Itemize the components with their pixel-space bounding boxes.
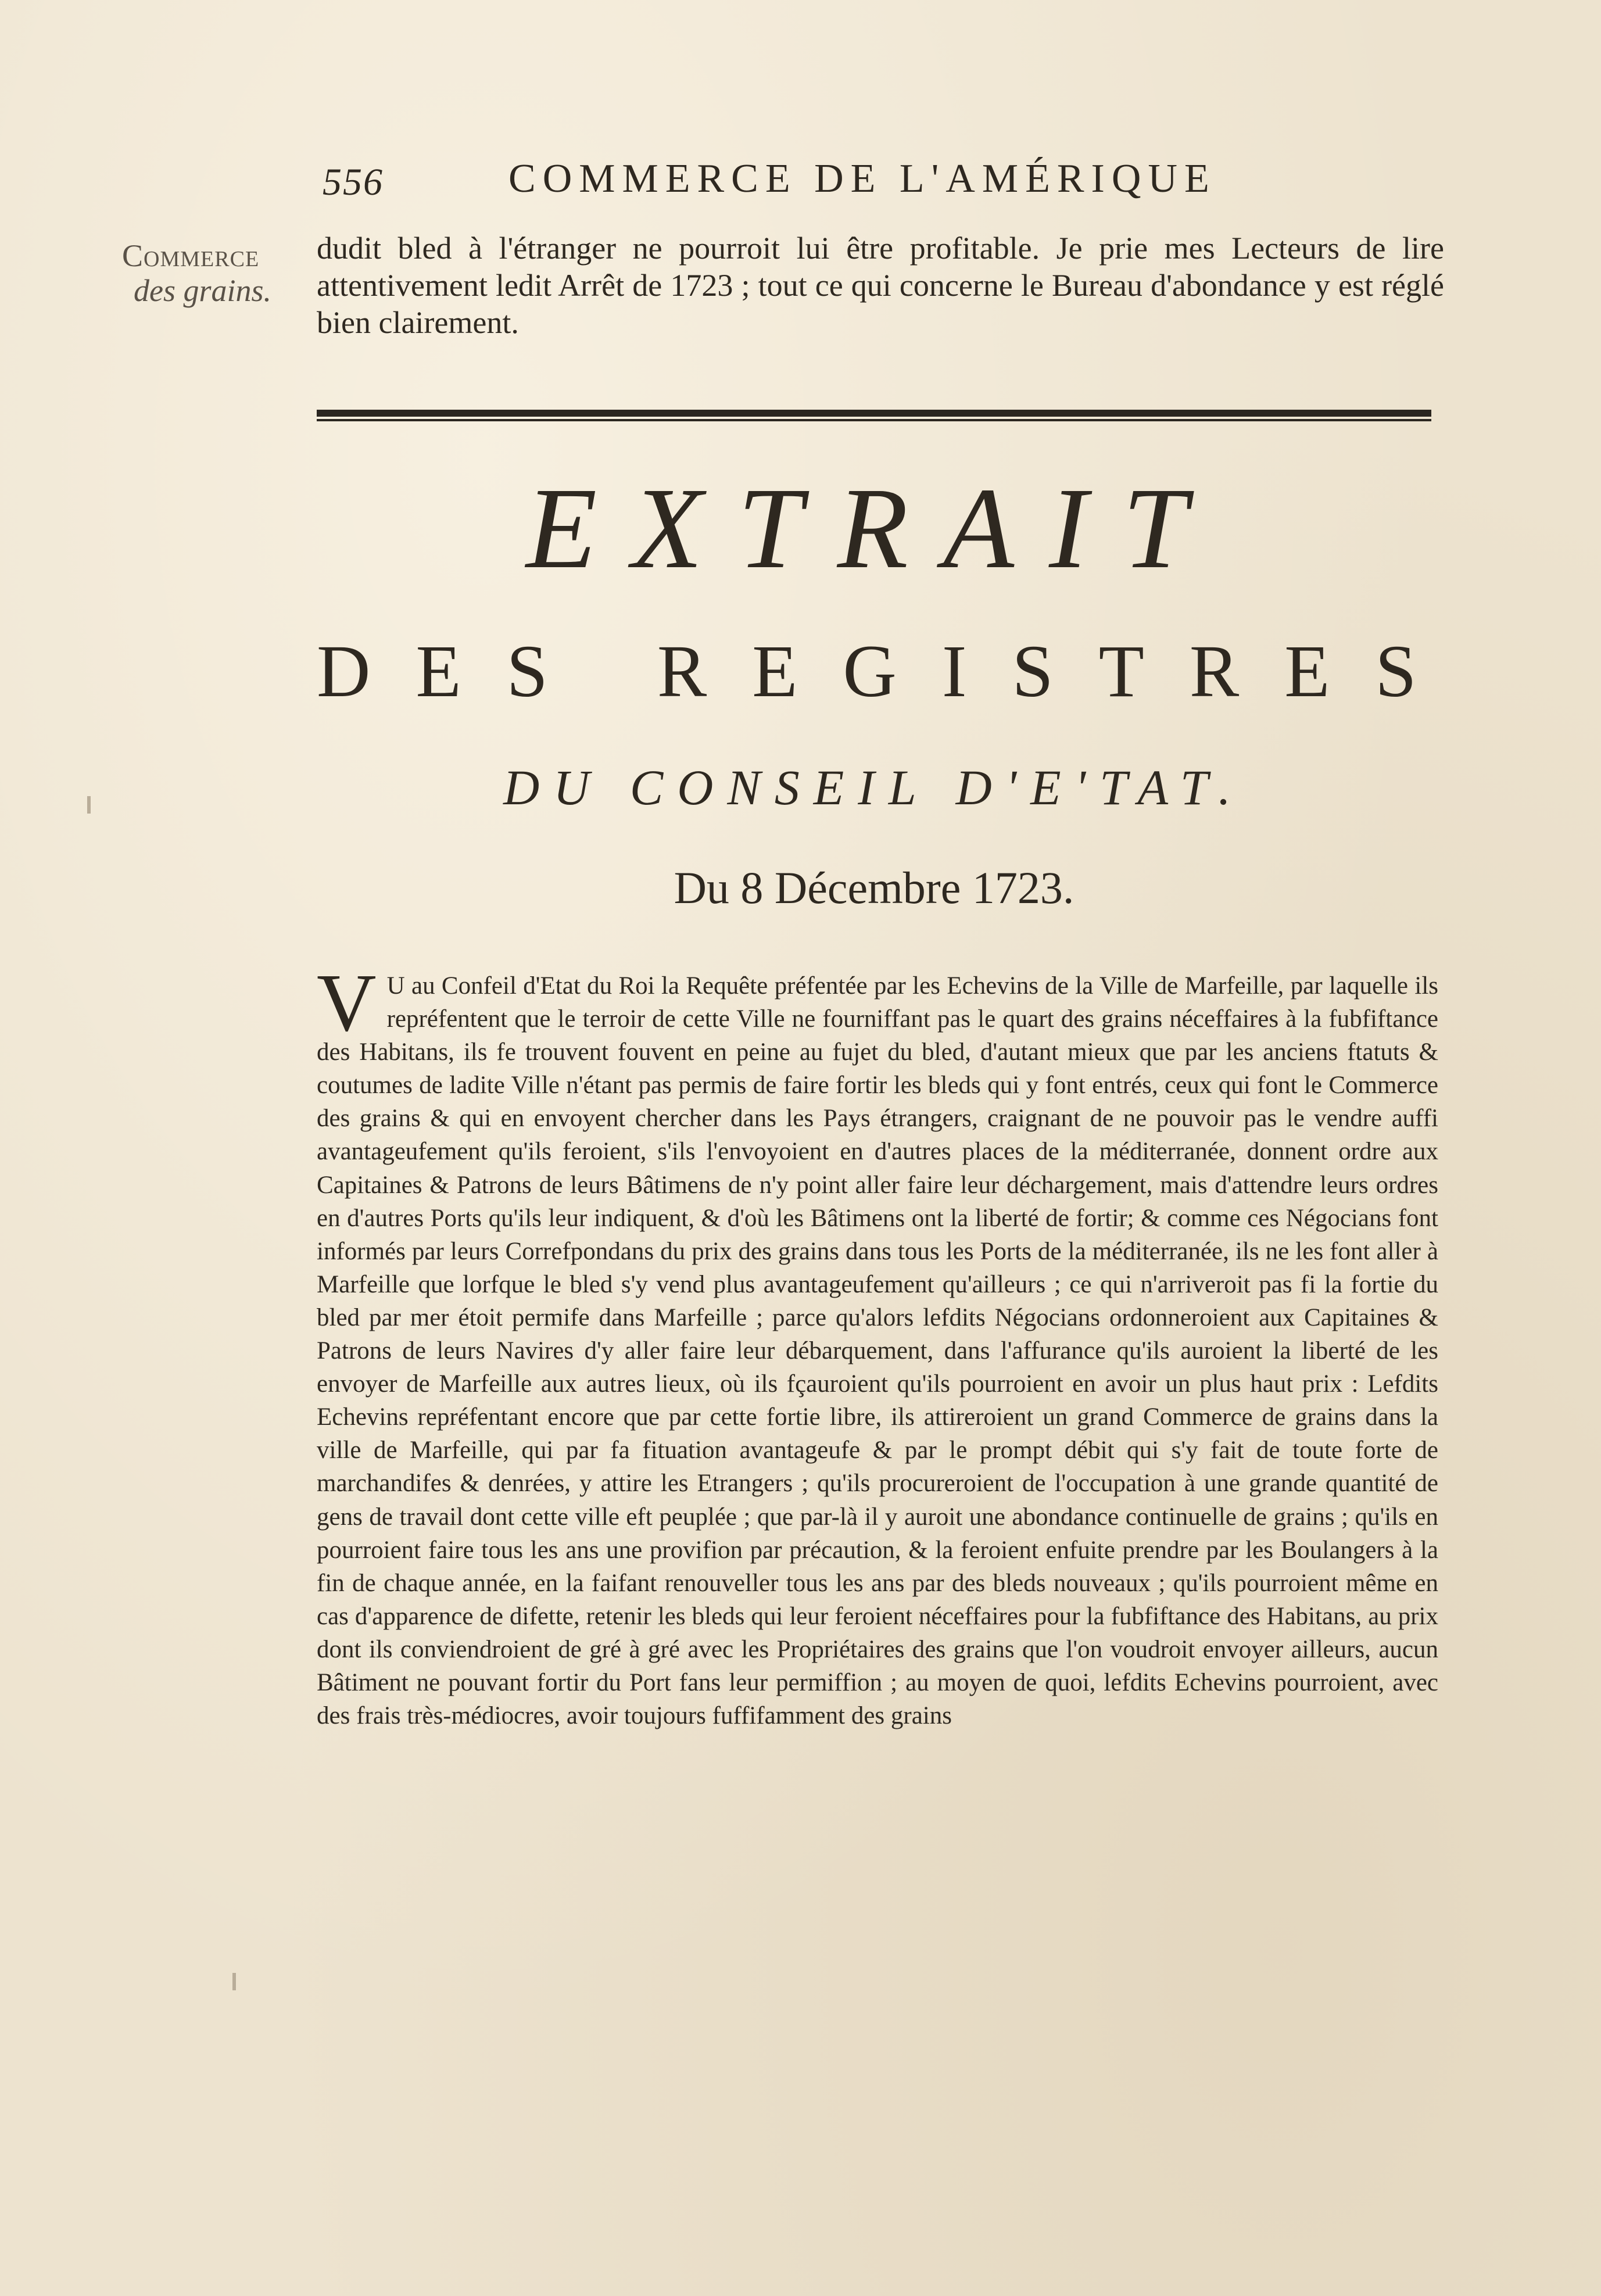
margin-note: [122, 238, 308, 308]
drop-cap: V: [317, 957, 377, 1048]
heading-date: Du 8 Décembre 1723.: [674, 862, 1075, 913]
margin-note-line1: Commerce: [122, 238, 260, 273]
double-rule-divider: [317, 410, 1431, 422]
body-paragraph: [317, 957, 1438, 1732]
running-head: [317, 156, 1305, 214]
running-title: COMMERCE DE L'AMÉRIQUE: [508, 156, 1216, 201]
heading-conseil: DU CONSEIL D'E'TAT.: [503, 760, 1245, 815]
rule-thick: [317, 410, 1431, 417]
margin-note-line2: des grains.: [134, 273, 272, 308]
paper-mark: [87, 796, 91, 814]
page-number: 556: [323, 161, 384, 203]
heading-registres: DES REGISTRES: [317, 630, 1462, 712]
rule-thin: [317, 419, 1431, 421]
heading-extrait: EXTRAIT: [526, 464, 1222, 593]
paper-mark: [232, 1973, 236, 1990]
intro-paragraph: dudit bled à l'étranger ne pourroit lui être profitable. Je prie mes Lecteurs de lire attentivement ledit Arrêt de 1723 ; tout ce qui concerne le Bureau d'abondance y est réglé bien clairement.: [317, 231, 1444, 340]
body-text: U au Confeil d'Etat du Roi la Requête préfentée par les Echevins de la Ville de Marfeille, par laquelle ils repréfentent que le terroir de cette Ville ne fourniffant pas le quart des grains néceffaires à la fubfiftance des Habitans, ils fe trouvent fouvent en peine au fujet du bled, d'autant mieux que par les anciens ftatuts & coutumes de ladite Ville n'étant pas permis de faire fortir les bleds qui y font entrés, ceux qui font le Commerce des grains & qui en envoyent chercher dans les Pays étrangers, craignant de ne pouvoir pas le vendre auffi avantageufement qu'ils feroient, s'ils l'envoyoient en d'autres places de la méditerranée, donnent ordre aux Capitaines & Patrons de leurs Bâtimens de n'y point aller faire leur déchargement, mais d'attendre leurs ordres en d'autres Ports qu'ils leur indiquent, & d'où les Bâtimens ont la liberté de fortir; & comme ces Négocians font informés par leurs Correfpondans du prix des grains dans tous les Ports de la méditerranée, ils ne les font aller à Marfeille que lorfque le bled s'y vend plus avantageufement qu'ailleurs ; ce qui n'arriveroit pas fi la fortie du bled par mer étoit permife dans Marfeille ; parce qu'alors lefdits Négocians ordonneroient aux Capitaines & Patrons de leurs Navires d'y aller faire leur débarquement, dans l'affurance qu'ils auroient la liberté de les envoyer de Marfeille aux autres lieux, où ils fçauroient qu'ils pourroient en avoir un plus haut prix : Lefdits Echevins repréfentant encore que par cette fortie libre, ils attireroient un grand Commerce de grains dans la ville de Marfeille, qui par fa fituation avantageufe & par le prompt débit qui s'y fait de toute forte de marchandifes & denrées, y attire les Etrangers ; qu'ils procureroient de l'occupation à une grande quantité de gens de travail dont cette ville eft peuplée ; que par-là il y auroit une abondance continuelle de grains ; qu'ils en pourroient faire tous les ans une provifion par précaution, & la feroient enfuite prendre par les Boulangers à la fin de chaque année, en la faifant renouveller tous les ans par des bleds nouveaux ; qu'ils pourroient même en cas d'apparence de difette, retenir les bleds qui leur feroient néceffaires pour la fubfiftance des Habitans, au prix dont ils conviendroient de gré à gré avec les Propriétaires des grains que l'on voudroit envoyer ailleurs, aucun Bâtiment ne pouvant fortir du Port fans leur permiffion ; au moyen de quoi, lefdits Echevins pourroient, avec des frais très-médiocres, avoir toujours fuffifamment des grains: [317, 972, 1438, 1730]
